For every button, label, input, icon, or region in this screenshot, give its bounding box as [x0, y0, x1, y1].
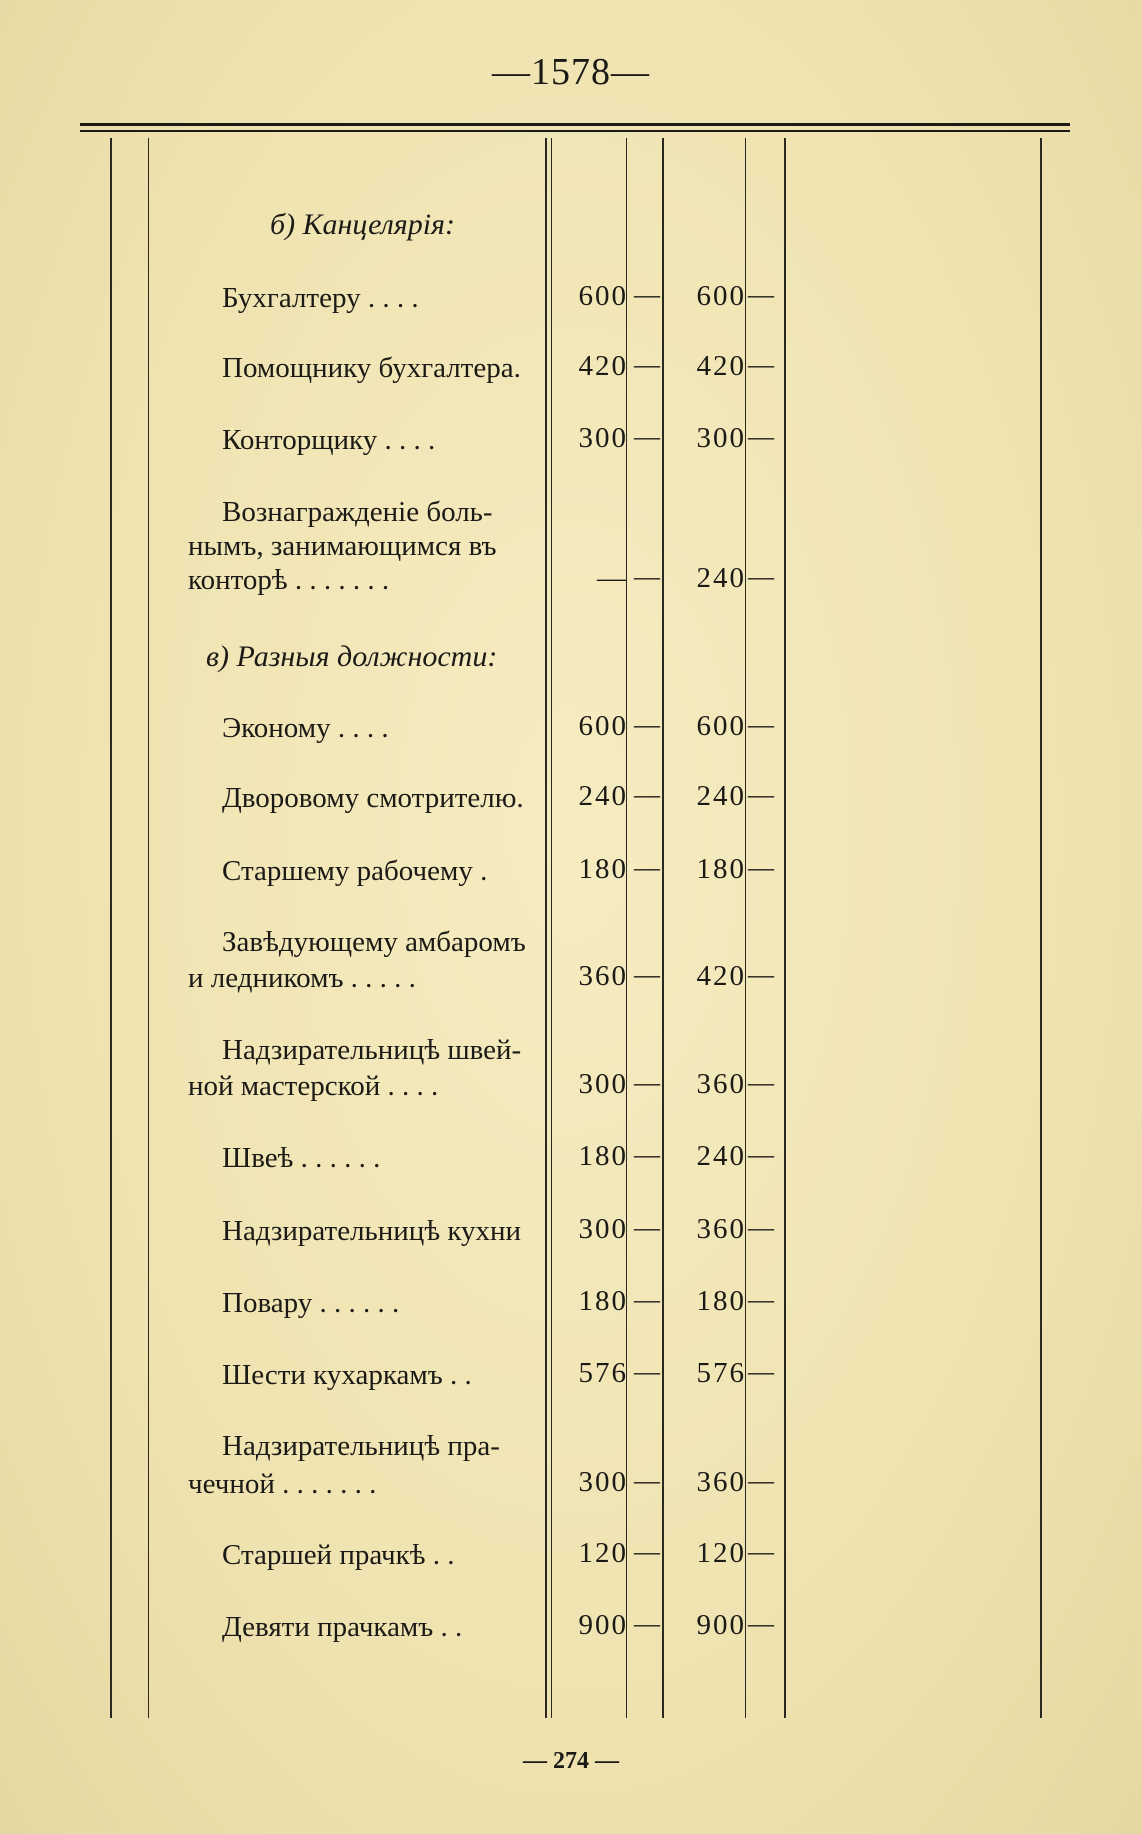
amount-col2: 420: [696, 350, 746, 382]
table-border-right: [1040, 138, 1042, 1718]
amount-col2: 600: [696, 280, 746, 312]
page-number-footer: — 274 —: [523, 1748, 619, 1774]
amount-col2: 900: [696, 1609, 746, 1641]
amount-col2: 180: [696, 1285, 746, 1317]
dash-col1: —: [634, 853, 660, 882]
row-label-line: ной мастерской . . . .: [188, 1070, 439, 1102]
dash-col1: —: [634, 280, 660, 309]
dash-col1: —: [634, 1537, 660, 1566]
table-column-divider: [148, 138, 149, 1718]
dash-col2: —: [748, 1213, 774, 1242]
amount-col1: 180: [578, 1285, 628, 1317]
amount-col1: 576: [578, 1357, 628, 1389]
amount-col1: 300: [578, 1466, 628, 1498]
dash-col1: —: [634, 562, 660, 591]
dash-col1: —: [634, 422, 660, 451]
amount-col1: 420: [578, 350, 628, 382]
row-label-line: Вознагражденіе боль-: [222, 496, 493, 528]
dash-col2: —: [748, 1285, 774, 1314]
amount-col1: —: [597, 562, 628, 594]
dash-col2: —: [748, 350, 774, 379]
dash-col1: —: [634, 960, 660, 989]
amount-col2: 240: [696, 780, 746, 812]
dash-col2: —: [748, 1609, 774, 1638]
amount-col2: 300: [696, 422, 746, 454]
dash-col2: —: [748, 1140, 774, 1169]
dash-col1: —: [634, 1068, 660, 1097]
dash-col2: —: [748, 1068, 774, 1097]
amount-col2: 360: [696, 1213, 746, 1245]
dash-col2: —: [748, 1466, 774, 1495]
amount-col1: 600: [578, 710, 628, 742]
amount-col2: 180: [696, 853, 746, 885]
row-label-line: чечной . . . . . . .: [188, 1468, 377, 1500]
dash-col2: —: [748, 853, 774, 882]
row-label: Дворовому смотрителю.: [222, 782, 524, 814]
dash-col1: —: [634, 780, 660, 809]
row-label: Надзирательницѣ кухни: [222, 1215, 522, 1247]
row-label: Эконому . . . .: [222, 712, 389, 744]
amount-col2: 360: [696, 1466, 746, 1498]
row-label-line: Завѣдующему амбаромъ: [222, 926, 526, 958]
amount-col1: 900: [578, 1609, 628, 1641]
dash-col2: —: [748, 422, 774, 451]
row-label-line: Надзирательницѣ пра-: [222, 1430, 500, 1462]
dash-col2: —: [748, 710, 774, 739]
dash-col1: —: [634, 1609, 660, 1638]
table-border-left: [110, 138, 112, 1718]
dash-col1: —: [634, 1140, 660, 1169]
row-label: Шести кухаркамъ . .: [222, 1359, 472, 1391]
row-label: Бухгалтеру . . . .: [222, 282, 419, 314]
row-label: Швеѣ . . . . . .: [222, 1142, 381, 1174]
amount-col2: 240: [696, 1140, 746, 1172]
dash-col2: —: [748, 1357, 774, 1386]
dash-col1: —: [634, 1285, 660, 1314]
dash-col1: —: [634, 350, 660, 379]
row-label: Помощнику бухгалтера.: [222, 352, 521, 384]
amount-col1: 600: [578, 280, 628, 312]
row-label: Старшему рабочему .: [222, 855, 488, 887]
amount-col2: 420: [696, 960, 746, 992]
row-label-line: конторѣ . . . . . . .: [188, 564, 390, 596]
row-label-line: нымъ, занимающимся въ: [188, 530, 497, 562]
dash-col2: —: [748, 280, 774, 309]
amount-col2: 600: [696, 710, 746, 742]
dash-col2: —: [748, 1537, 774, 1566]
table-column-divider: [662, 138, 664, 1718]
top-rule: [80, 123, 1070, 126]
amount-col2: 360: [696, 1068, 746, 1100]
amount-col1: 360: [578, 960, 628, 992]
amount-col2: 240: [696, 562, 746, 594]
amount-col2: 576: [696, 1357, 746, 1389]
amount-col2: 120: [696, 1537, 746, 1569]
dash-col1: —: [634, 1466, 660, 1495]
amount-col1: 300: [578, 422, 628, 454]
dash-col1: —: [634, 1213, 660, 1242]
table-column-divider: [784, 138, 786, 1718]
top-rule-thin: [80, 130, 1070, 132]
dash-col2: —: [748, 960, 774, 989]
amount-col1: 180: [578, 1140, 628, 1172]
row-label-line: Надзирательницѣ швей-: [222, 1034, 522, 1066]
row-label: Старшей прачкѣ . .: [222, 1539, 455, 1571]
amount-col1: 120: [578, 1537, 628, 1569]
dash-col2: —: [748, 780, 774, 809]
row-label: Повару . . . . . .: [222, 1287, 400, 1319]
amount-col1: 180: [578, 853, 628, 885]
row-label: Девяти прачкамъ . .: [222, 1611, 463, 1643]
amount-col1: 240: [578, 780, 628, 812]
page-number-header: —1578—: [492, 51, 650, 93]
dash-col1: —: [634, 1357, 660, 1386]
row-label: Конторщику . . . .: [222, 424, 436, 456]
amount-col1: 300: [578, 1068, 628, 1100]
dash-col2: —: [748, 562, 774, 591]
amount-col1: 300: [578, 1213, 628, 1245]
row-label-line: и ледникомъ . . . . .: [188, 962, 416, 994]
section-heading-raznye: в) Разныя должности:: [206, 640, 498, 673]
dash-col1: —: [634, 710, 660, 739]
section-heading-kantselyariya: б) Канцелярія:: [270, 208, 455, 241]
